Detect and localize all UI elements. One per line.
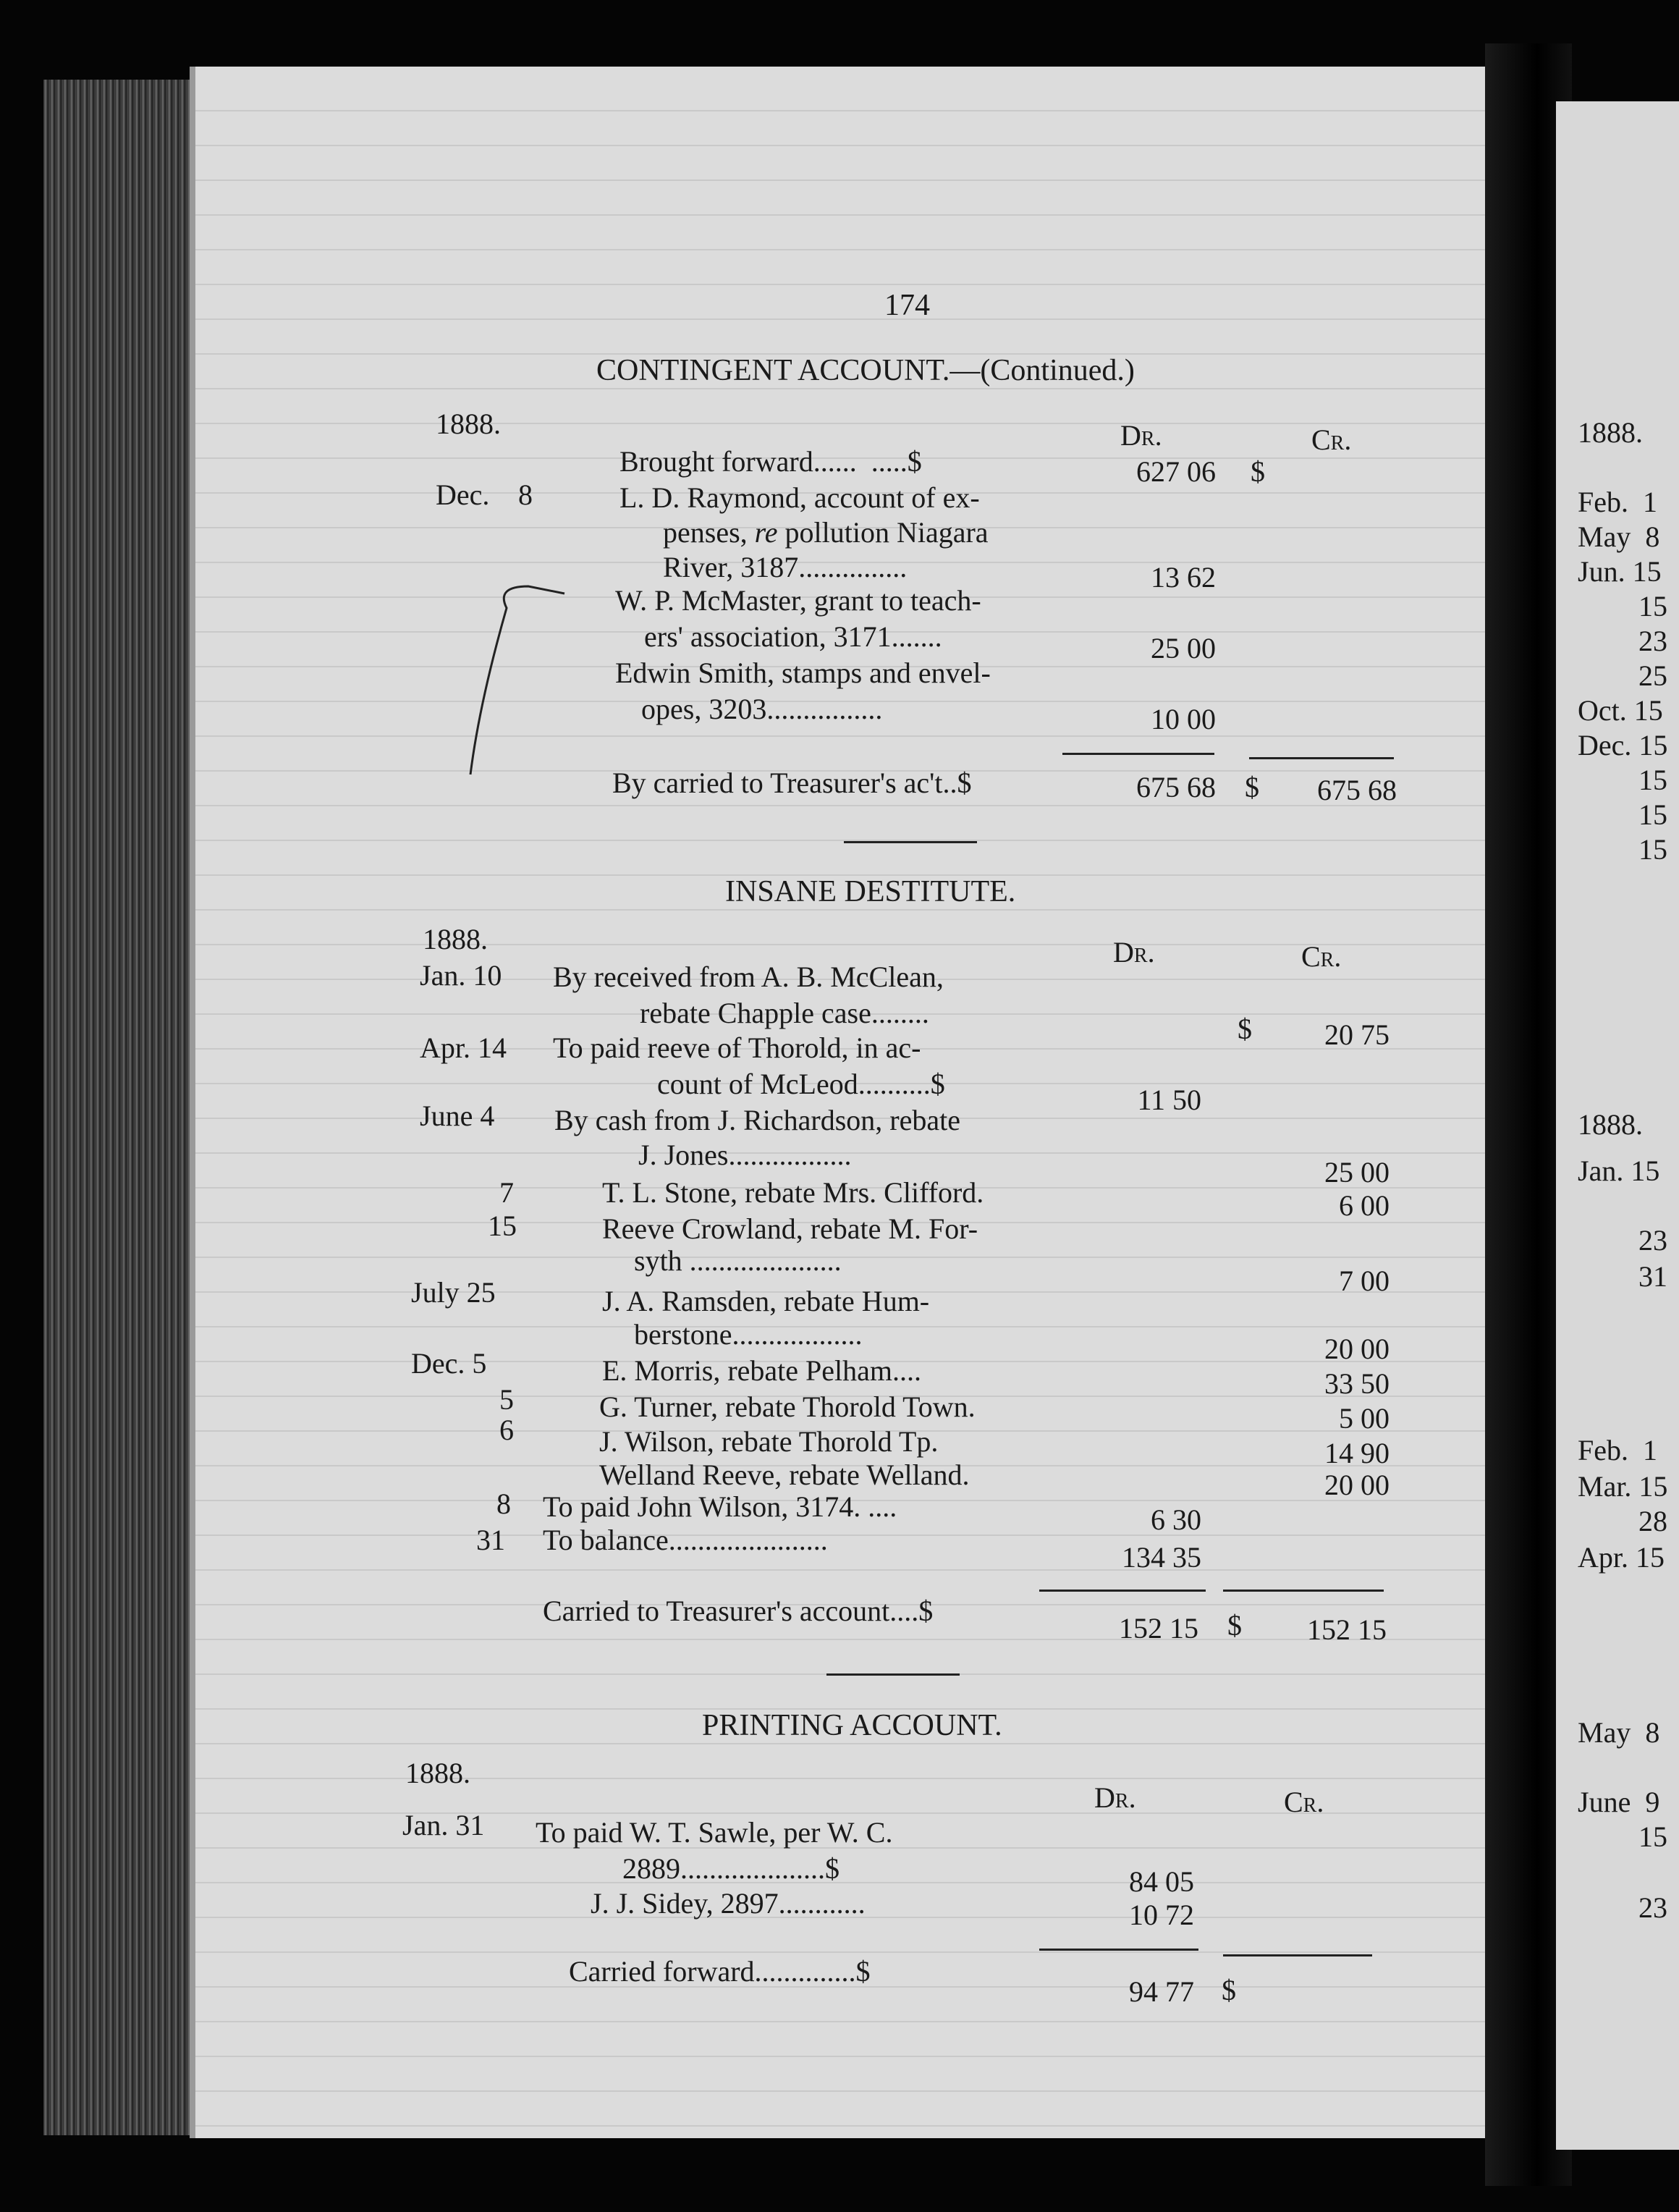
printing-dr-header: Dr.	[1094, 1781, 1136, 1814]
right-page-date: May 8	[1578, 520, 1660, 553]
raymond-line-2: penses, re pollution Niagara	[663, 516, 989, 549]
printing-year: 1888.	[405, 1757, 470, 1789]
right-page-year: 1888.	[1578, 1108, 1643, 1141]
raymond-line-3: River, 3187...............	[663, 551, 908, 583]
contingent-cr-header: Cr.	[1311, 423, 1352, 456]
mcmaster-line-2: ers' association, 3171.......	[644, 620, 942, 653]
insane-row-cr: 7 00	[1339, 1265, 1390, 1297]
insane-carried-label: Carried to Treasurer's account....$	[543, 1595, 934, 1627]
brought-forward-cr-symbol: $	[1251, 455, 1265, 488]
insane-row-date: June 4	[420, 1099, 495, 1132]
contingent-cr-total-rule	[1249, 757, 1394, 759]
right-page-date: 15	[1638, 764, 1667, 796]
section-divider-2	[826, 1673, 960, 1676]
printing-title: PRINTING ACCOUNT.	[702, 1709, 1002, 1742]
insane-row-cr: 6 00	[1339, 1189, 1390, 1222]
contingent-dr-header: Dr.	[1120, 419, 1162, 452]
insane-row-date: 7	[499, 1176, 514, 1209]
insane-row-text: J. A. Ramsden, rebate Hum-	[602, 1285, 930, 1317]
insane-year: 1888.	[423, 923, 488, 955]
insane-row-text: Welland Reeve, rebate Welland.	[599, 1459, 970, 1491]
right-page-year: 1888.	[1578, 416, 1643, 449]
insane-row-date: Apr. 14	[420, 1031, 507, 1064]
insane-row-date: 15	[488, 1210, 517, 1242]
insane-row-text: J. Jones.................	[638, 1139, 852, 1171]
insane-row-text: Reeve Crowland, rebate M. For-	[602, 1212, 978, 1245]
insane-row-text: syth .....................	[634, 1244, 842, 1277]
insane-row-text: By received from A. B. McClean,	[553, 961, 944, 993]
sawle-dr: 84 05	[1129, 1865, 1194, 1898]
insane-row-date: July 25	[411, 1276, 496, 1309]
right-page-date: Jan. 15	[1578, 1154, 1660, 1187]
contingent-carried-cr-symbol: $	[1245, 771, 1259, 803]
insane-row-cr: 20 00	[1324, 1333, 1390, 1365]
mcmaster-dr: 25 00	[1151, 632, 1216, 664]
printing-carried-dr: 94 77	[1129, 1975, 1194, 2008]
mcmaster-line-1: W. P. McMaster, grant to teach-	[615, 584, 981, 617]
right-page-date: 15	[1638, 798, 1667, 831]
insane-row-text: T. L. Stone, rebate Mrs. Clifford.	[602, 1176, 984, 1209]
sawle-line-2: 2889....................$	[622, 1852, 840, 1885]
insane-row-dr: 134 35	[1122, 1541, 1201, 1574]
contingent-date-day: 8	[518, 478, 533, 511]
insane-row-text: To paid John Wilson, 3174. ....	[543, 1490, 897, 1523]
insane-carried-cr: 152 15	[1307, 1613, 1387, 1646]
insane-row-date: Jan. 10	[420, 959, 502, 992]
printing-carried-label: Carried forward..............$	[569, 1955, 871, 1988]
contingent-carried-label: By carried to Treasurer's ac't..$	[612, 767, 972, 799]
insane-row-date: 6	[499, 1414, 514, 1446]
insane-row-dr: 6 30	[1151, 1503, 1201, 1536]
insane-row-cr-symbol: $	[1238, 1013, 1252, 1045]
brought-forward-label: Brought forward...... .....$	[619, 445, 922, 478]
insane-row-date: Dec. 5	[411, 1347, 487, 1380]
right-page-date: Feb. 1	[1578, 486, 1657, 518]
sidey-line: J. J. Sidey, 2897............	[591, 1887, 866, 1920]
insane-row-text: J. Wilson, rebate Thorold Tp.	[599, 1425, 939, 1458]
insane-row-date: 5	[499, 1383, 514, 1416]
insane-row-date: 8	[496, 1487, 511, 1520]
insane-dr-header: Dr.	[1113, 936, 1155, 968]
right-page-date: 23	[1638, 1891, 1667, 1924]
right-page-date: 23	[1638, 625, 1667, 657]
printing-cr-header: Cr.	[1284, 1786, 1324, 1818]
insane-title: INSANE DESTITUTE.	[725, 875, 1016, 908]
smith-line-1: Edwin Smith, stamps and envel-	[615, 657, 991, 689]
insane-row-text: G. Turner, rebate Thorold Town.	[599, 1390, 976, 1423]
right-page-date: 25	[1638, 659, 1667, 692]
insane-row-cr: 33 50	[1324, 1367, 1390, 1400]
insane-row-text: To balance......................	[543, 1524, 828, 1556]
right-page-date: Dec. 15	[1578, 729, 1668, 761]
insane-row-cr: 20 00	[1324, 1469, 1390, 1501]
sidey-dr: 10 72	[1129, 1899, 1194, 1931]
printing-dr-total-rule	[1039, 1949, 1198, 1951]
right-page-date: 23	[1638, 1224, 1667, 1257]
right-page-date: Mar. 15	[1578, 1470, 1668, 1503]
insane-row-cr: 20 75	[1324, 1018, 1390, 1051]
section-divider-1	[844, 841, 977, 843]
insane-row-text: To paid reeve of Thorold, in ac-	[553, 1031, 921, 1064]
raymond-dr: 13 62	[1151, 561, 1216, 594]
insane-row-cr: 5 00	[1339, 1402, 1390, 1435]
smith-line-2: opes, 3203................	[641, 693, 883, 725]
insane-cr-total-rule	[1223, 1590, 1384, 1592]
insane-row-text: berstone..................	[634, 1318, 863, 1351]
contingent-carried-cr: 675 68	[1317, 774, 1397, 806]
right-page-date: June 9	[1578, 1786, 1660, 1818]
printing-date: Jan. 31	[402, 1809, 485, 1841]
right-page-date: Jun. 15	[1578, 555, 1662, 588]
page-number: 174	[884, 289, 930, 322]
insane-row-text: rebate Chapple case........	[640, 997, 929, 1029]
right-page-date: Apr. 15	[1578, 1541, 1665, 1574]
insane-row-cr: 25 00	[1324, 1156, 1390, 1189]
insane-dr-total-rule	[1039, 1590, 1206, 1592]
right-page-date: 15	[1638, 1820, 1667, 1853]
right-page-date: 28	[1638, 1505, 1667, 1537]
right-page-date: 15	[1638, 590, 1667, 622]
smith-dr: 10 00	[1151, 703, 1216, 735]
printing-carried-cr-symbol: $	[1222, 1974, 1236, 2006]
right-page-date: 31	[1638, 1260, 1667, 1293]
right-page-date: 15	[1638, 833, 1667, 866]
contingent-title: CONTINGENT ACCOUNT.—(Continued.)	[596, 354, 1135, 387]
brought-forward-dr: 627 06	[1136, 455, 1216, 488]
insane-row-text: By cash from J. Richardson, rebate	[554, 1104, 960, 1136]
contingent-date-month: Dec.	[436, 478, 490, 511]
right-page-date: Feb. 1	[1578, 1434, 1657, 1466]
insane-carried-cr-symbol: $	[1227, 1609, 1242, 1642]
right-page-date: May 8	[1578, 1716, 1660, 1749]
contingent-dr-total-rule	[1062, 753, 1214, 755]
insane-row-text: count of McLeod..........$	[657, 1068, 945, 1100]
insane-row-dr: 11 50	[1137, 1084, 1201, 1116]
raymond-line-1: L. D. Raymond, account of ex-	[619, 481, 980, 514]
insane-carried-dr: 152 15	[1119, 1612, 1198, 1645]
contingent-carried-dr: 675 68	[1136, 771, 1216, 803]
contingent-year: 1888.	[436, 408, 501, 440]
insane-cr-header: Cr.	[1301, 940, 1342, 973]
right-page-date: Oct. 15	[1578, 694, 1663, 727]
printing-cr-total-rule	[1223, 1954, 1372, 1956]
insane-row-cr: 14 90	[1324, 1437, 1390, 1469]
pencil-mark-icon	[456, 572, 572, 782]
sawle-line-1: To paid W. T. Sawle, per W. C.	[536, 1816, 893, 1849]
insane-row-date: 31	[476, 1524, 505, 1556]
insane-row-text: E. Morris, rebate Pelham....	[602, 1354, 921, 1387]
